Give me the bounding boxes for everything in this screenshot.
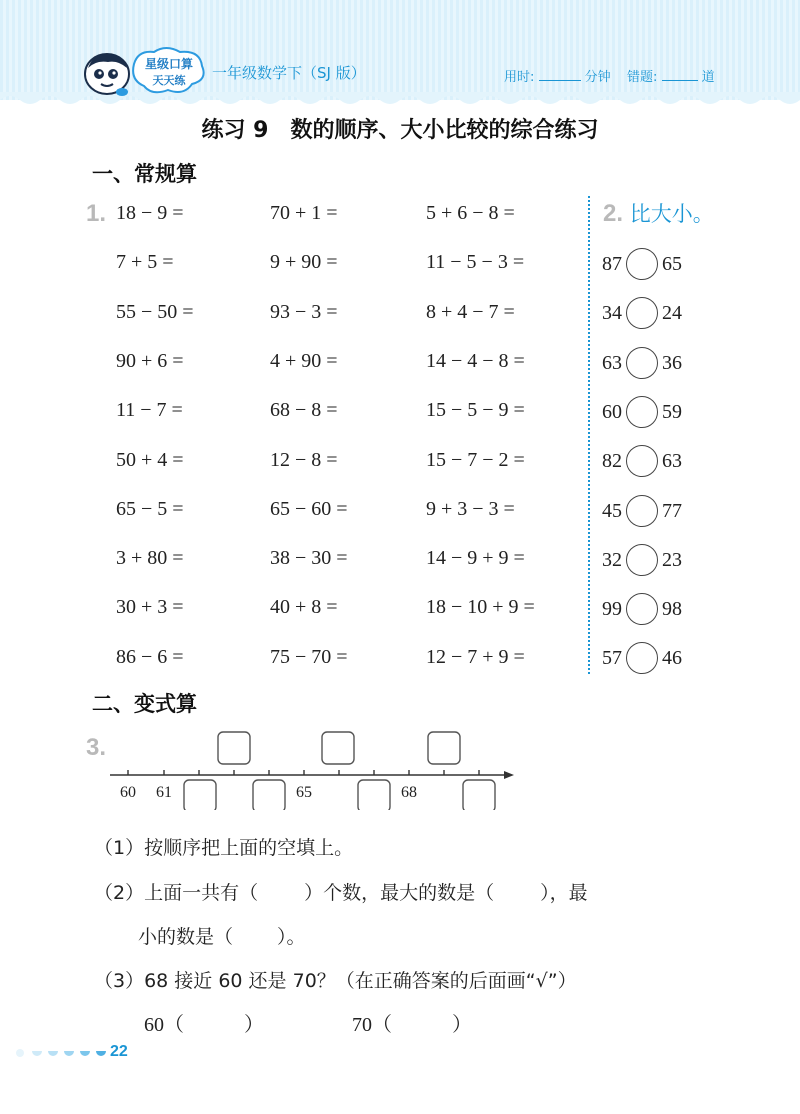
problem-r7-c2: 65 − 60 = [270, 498, 348, 520]
compare-right-number: 59 [662, 400, 682, 423]
compare-right-number: 63 [662, 449, 682, 472]
item-label: 道 [701, 70, 715, 85]
problem-r8-c3: 14 − 9 + 9 = [426, 547, 525, 569]
blank-box-bottom-1[interactable] [184, 780, 216, 810]
compare-answer-circle[interactable] [626, 642, 658, 674]
problem-r3-c1: 55 − 50 = [116, 301, 194, 323]
q3-sub2-text-e: ）。 [277, 926, 306, 948]
compare-right-number: 24 [662, 301, 682, 324]
compare-right-number: 23 [662, 548, 682, 571]
compare-answer-circle[interactable] [626, 445, 658, 477]
problem-r3-c3: 8 + 4 − 7 = [426, 301, 515, 323]
problem-r8-c2: 38 − 30 = [270, 547, 348, 569]
problem-r9-c2: 40 + 8 = [270, 596, 338, 618]
compare-answer-circle[interactable] [626, 396, 658, 428]
compare-right-number: 77 [662, 499, 682, 522]
time-blank[interactable] [539, 68, 581, 81]
q3-sub1: （1）按顺序把上面的空填上。 [94, 837, 354, 859]
compare-left-number: 82 [602, 449, 622, 472]
problem-r1-c3: 5 + 6 − 8 = [426, 202, 515, 224]
compare-left-number: 34 [602, 301, 622, 324]
tick-label-65: 65 [296, 784, 312, 801]
q3-sub2-line1 [94, 878, 588, 905]
svg-text:天天练: 天天练 [152, 74, 186, 87]
compare-left-number: 32 [602, 548, 622, 571]
tick-label-68: 68 [401, 784, 417, 801]
problem-r7-c1: 65 − 5 = [116, 498, 184, 520]
problem-r2-c2: 9 + 90 = [270, 251, 338, 273]
errors-label: 错题: [626, 70, 658, 85]
problem-r5-c2: 68 − 8 = [270, 399, 338, 421]
problem-r4-c1: 90 + 6 = [116, 350, 184, 372]
problem-r8-c1: 3 + 80 = [116, 547, 184, 569]
page-title: 练习 9 数的顺序、大小比较的综合练习 [201, 118, 599, 143]
compare-left-number: 57 [602, 646, 622, 669]
q3-sub2-line2 [138, 922, 306, 949]
problem-r6-c3: 15 − 7 − 2 = [426, 449, 525, 471]
section-heading-routine: 一、常规算 [92, 162, 197, 186]
tick-label-61: 61 [156, 784, 172, 801]
blank-box-top-2[interactable] [322, 732, 354, 764]
q3-sub2-text-b: ）个数，最大的数是（ [304, 882, 495, 904]
compare-answer-circle[interactable] [626, 297, 658, 329]
problem-r6-c2: 12 − 8 = [270, 449, 338, 471]
question-2-heading [603, 198, 714, 228]
compare-right-number: 65 [662, 252, 682, 275]
problem-r9-c1: 30 + 3 = [116, 596, 184, 618]
question-2-label: 比大小。 [629, 202, 714, 226]
problem-r7-c3: 9 + 3 − 3 = [426, 498, 515, 520]
compare-row [602, 642, 682, 674]
option-70[interactable]: 70（ ） [352, 1014, 472, 1036]
tick-label-60: 60 [120, 784, 136, 801]
problem-r6-c1: 50 + 4 = [116, 449, 184, 471]
q3-sub2-text-c: ），最 [540, 882, 588, 904]
blank-box-top-1[interactable] [218, 732, 250, 764]
question-2-number: 2. [603, 200, 624, 227]
compare-answer-circle[interactable] [626, 347, 658, 379]
blank-box-bottom-3[interactable] [358, 780, 390, 810]
blank-box-bottom-2[interactable] [253, 780, 285, 810]
compare-left-number: 45 [602, 499, 622, 522]
q3-sub2-text-a: （2）上面一共有（ [94, 882, 259, 904]
problem-r2-c3: 11 − 5 − 3 = [426, 251, 525, 273]
compare-row [602, 495, 682, 527]
compare-left-number: 63 [602, 351, 622, 374]
page-number: 22 [110, 1043, 128, 1060]
problem-r4-c3: 14 − 4 − 8 = [426, 350, 525, 372]
problem-r5-c1: 11 − 7 = [116, 399, 183, 421]
minute-label: 分钟 [584, 70, 611, 85]
compare-answer-circle[interactable] [626, 248, 658, 280]
compare-row [602, 297, 682, 329]
time-info [504, 66, 715, 85]
svg-text:星级口算: 星级口算 [144, 57, 194, 71]
compare-answer-circle[interactable] [626, 593, 658, 625]
q3-sub3: （3）68 接近 60 还是 70？（在正确答案的后面画“√”） [94, 970, 577, 992]
compare-left-number: 99 [602, 597, 622, 620]
compare-answer-circle[interactable] [626, 544, 658, 576]
problem-r10-c3: 12 − 7 + 9 = [426, 646, 525, 668]
compare-row [602, 347, 682, 379]
compare-right-number: 46 [662, 646, 682, 669]
compare-row [602, 593, 682, 625]
problem-r9-c3: 18 − 10 + 9 = [426, 596, 535, 618]
compare-row [602, 445, 682, 477]
number-line-arrow [504, 771, 514, 779]
q3-sub2-text-d: 小的数是（ [138, 926, 234, 948]
option-60[interactable]: 60（ ） [144, 1014, 264, 1036]
section-heading-variant: 二、变式算 [92, 692, 197, 716]
brand-logo [130, 44, 208, 98]
problem-r4-c2: 4 + 90 = [270, 350, 338, 372]
grade-label: 一年级数学下（SJ 版） [212, 64, 366, 82]
time-label: 用时: [504, 70, 535, 85]
compare-right-number: 98 [662, 597, 682, 620]
problem-r10-c2: 75 − 70 = [270, 646, 348, 668]
problem-r5-c3: 15 − 5 − 9 = [426, 399, 525, 421]
compare-row [602, 396, 682, 428]
dotted-divider [588, 196, 590, 674]
question-3-number: 3. [86, 734, 107, 761]
blank-box-bottom-4[interactable] [463, 780, 495, 810]
compare-row [602, 544, 682, 576]
question-1-number: 1. [86, 200, 107, 227]
problem-r2-c1: 7 + 5 = [116, 251, 174, 273]
problem-r3-c2: 93 − 3 = [270, 301, 338, 323]
compare-right-number: 36 [662, 351, 682, 374]
compare-left-number: 87 [602, 252, 622, 275]
mascot-icon [80, 48, 134, 102]
problem-r1-c1: 18 − 9 = [116, 202, 184, 224]
blank-box-top-3[interactable] [428, 732, 460, 764]
problem-r1-c2: 70 + 1 = [270, 202, 338, 224]
compare-left-number: 60 [602, 400, 622, 423]
compare-answer-circle[interactable] [626, 495, 658, 527]
errors-blank[interactable] [662, 68, 698, 81]
number-line [108, 730, 528, 810]
compare-row [602, 248, 682, 280]
footer-decoration [14, 1046, 114, 1060]
problem-r10-c1: 86 − 6 = [116, 646, 184, 668]
